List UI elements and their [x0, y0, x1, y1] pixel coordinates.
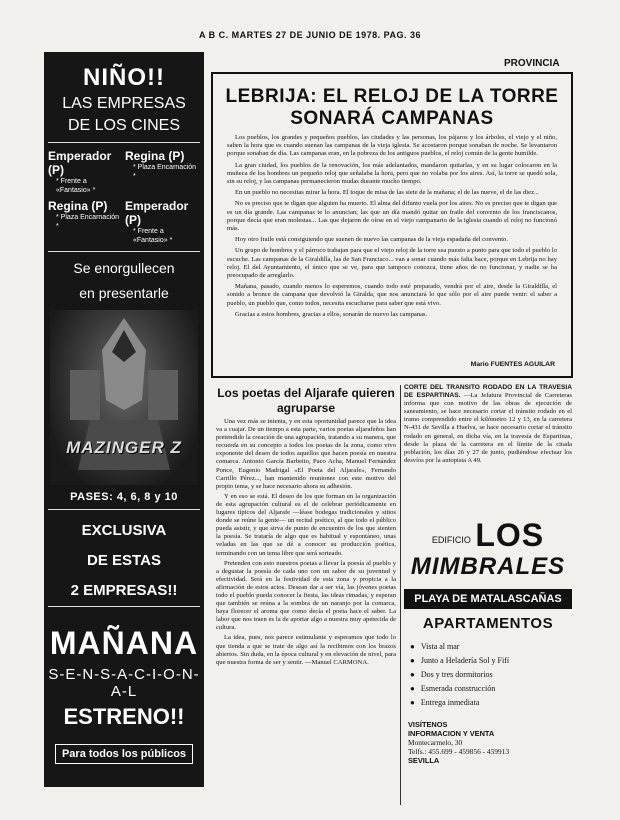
contact-address: Montecarmelo, 30 — [408, 738, 463, 747]
cinema-ad — [44, 52, 204, 787]
feature-item: ● Dos y tres dormitorios — [410, 668, 572, 682]
ad-empresas: LAS EMPRESAS — [62, 95, 186, 112]
feature-item: ● Esmerada construcción — [410, 682, 572, 696]
traffic-notice-title: CORTE DEL TRANSITO RODADO EN LA TRAVESIA DE ESPARTINAS. — [404, 384, 572, 400]
poetas-title-line-1: Los poetas del Aljarafe quieren — [217, 386, 395, 400]
article-paragraph: Los pueblos, los grandes y pequeños pueblos, las ciudades y las personas, los pájaros y los árboles, el viejo y el niño, saben la hora que es cuando suenan las campanas de la vieja iglesia. Se acostaron porque sonaban de noche. Se levantaron porque sonaban de día. Las campanas eran, en la pobreza de los antiguos pueblos, el reloj común de la gente humilde. — [227, 134, 557, 158]
section-label: PROVINCIA — [504, 58, 560, 69]
feature-item: ● Vista al mar — [410, 640, 572, 654]
contact-visit: VISÍTENOS — [408, 720, 448, 729]
ad-cines: DE LOS CINES — [67, 117, 181, 134]
poetas-headline — [216, 386, 396, 416]
poetas-article-body — [216, 418, 396, 803]
theater-address: * Frente a «Fantasio» * — [56, 178, 96, 194]
ad-apartamentos: APARTAMENTOS — [422, 615, 554, 632]
article-paragraph: La idea, pues, nos parece estimulante y esperamos que todo lo que tienda a que se trate de algo así la recibimos con los brazos abiertos. Sin duda, en la época cultural y en elevación de nivel, para que nuestra forma de ser y sentir. —Manuel CARMONA. — [216, 634, 396, 666]
theater-name: Emperador (P) — [48, 149, 112, 177]
ad-manana: MAÑANA — [49, 625, 199, 661]
headline-line-2: SONARÁ CAMPANAS — [290, 108, 494, 129]
ad-exclusive-3: 2 EMPRESAS!! — [70, 582, 178, 599]
ad-exclusive-2: DE ESTAS — [87, 552, 161, 569]
article-paragraph: Hoy otro fraile está consiguiendo que suenen de nuevo las campanas de la vieja espadaña del convento. — [235, 236, 508, 244]
article-paragraph: Pretenden con esto nuestros poetas a llevar la poesía al pueblo y a degustar la poesía de cada uno con un sabor de su juventud y efectividad. Será en la festividad de esta zona y propicia a la afirmación de estos actos. Desean dar a ser vía, las jóvenes poetas todo el pueblo pueda conocer la fiesta, las ideas rimadas, y esperan que también se reúna a la sombra de un naranjo por la comarca, haya florecer el aroma que como decía el poeta hace el saber. La labor que nos traen es la de aportar algo a nuestra muy apetecida de cultura. — [216, 559, 396, 632]
contact-info: INFORMACION Y VENTA — [408, 729, 495, 738]
contact-city: SEVILLA — [408, 756, 440, 765]
apartments-ad — [404, 517, 572, 810]
feature-item: ● Junto a Heladería Sol y Fifí — [410, 654, 572, 668]
theater-address: * Plaza Encarnación * — [133, 164, 197, 180]
theater-address: * Frente a «Fantasio» * — [133, 228, 173, 244]
theater-address: * Plaza Encarnación * — [56, 214, 120, 230]
ad-exclusive-1: EXCLUSIVA — [81, 522, 167, 539]
ad-mimbrales: MIMBRALES — [410, 553, 566, 580]
robot-illustration-icon — [50, 310, 198, 485]
article-paragraph: Mañana, pasado, cuando menos lo esperemos, cuando todo esté preparado, vendrá por el aire, desde la Giraldilla, el sonido a bronce de campana que devolvió la Giralda, que nos anunciará lo que sólo por el aire puede venir: el saber a pueblo, un pueblo que, como todos, necesita escucharse para saber que está vivo. — [227, 283, 557, 307]
main-article-body — [227, 134, 557, 322]
main-article — [211, 72, 573, 378]
article-paragraph: La gran ciudad, los pueblos de la renovación, los más adelantados, mandaron quitarlas, y en su lugar colocaron en la muñeca de los hombres un pequeño reloj que señalaba la hora, pero que no volaba por los aires. Así, la torre se quedó sola, sin su reloj, y las campanas permanecieron mudas durante mucho tiempo. — [227, 161, 557, 186]
traffic-notice-text: —La Jefatura Provincial de Carreteras informa que con motivo de las obras de ejecución de saneamiento, se hace necesario cortar el tránsito rodado en el tramo comprendido entre el kilómetro 12 y 13, en la carretera N-431 de Sevilla a Huelva, se hace necesario cortar el tránsito rodado en general, en dicha vía, en la travesía de Espartinas, desde la plaza de la carretera en el límite de la citada población, los días 26 y 27 de junio, pudiéndose efectuar los desvíos por la autopista A 49. — [404, 392, 572, 464]
theater-item — [48, 149, 123, 195]
ad-title: NIÑO!! — [83, 64, 165, 91]
ad-estreno: ESTRENO!! — [63, 704, 185, 729]
main-headline — [219, 86, 565, 130]
feature-item: ● Entrega inmediata — [410, 696, 572, 710]
contact-block — [408, 720, 572, 765]
ad-sensacional: S-E-N-S-A-C-I-O-N-A-L — [48, 666, 200, 700]
poetas-title-line-2: agruparse — [276, 401, 336, 415]
ad-edificio: EDIFICIO — [431, 535, 471, 545]
theater-name: Regina (P) — [48, 199, 108, 213]
ad-proud-line-1: Se enorgullecen — [73, 260, 175, 276]
film-title: MAZINGER Z — [66, 438, 182, 457]
theater-item — [48, 199, 123, 245]
ad-showtimes: PASES: 4, 6, 8 y 10 — [70, 491, 178, 503]
article-paragraph: En un pueblo no necesitas mirar la hora. El toque de misa de las siete de la mañana; el de las nueve, el de las diez... — [235, 189, 539, 197]
ad-proud-line-2: en presentarle — [79, 285, 169, 301]
theater-name: Emperador (P) — [125, 199, 189, 227]
theater-list — [44, 149, 204, 245]
article-paragraph: Y en eso se está. El deseo de los que forman en la organización de esta agrupación cultural es el de celebrar periódicamente en lugares típicos del Aljarafe —léase bodegas tradicionales y sitios donde se reúne la gente— un recital poético, al que todo el público pueda asistir, y que sirva de punto de encuentro de los que sienten la poesía. Se trataría de algo que es habitual y espontáneo, unas veladas en las que se dé a conocer su producción poética, terminando con un tema libre que será sorteado. — [216, 492, 396, 557]
page-header: A B C. MARTES 27 DE JUNIO DE 1978. PAG. 36 — [198, 30, 422, 40]
feature-list — [410, 640, 572, 710]
ad-los: LOS — [475, 517, 545, 553]
ad-audience: Para todos los públicos — [55, 744, 193, 764]
ad-playa: PLAYA DE MATALASCAÑAS — [404, 589, 572, 609]
article-paragraph: Un grupo de hombres y el párroco trabajan para que el viejo reloj de la torre sea puesto a punto para que todo el pueblo lo escuche. Las campanas de la Giraldilla, las de San Francisco... van a sonar cuando más falta hace, porque en Lebrija no hay reloj. El del Ayuntamiento, el único que se ve, para que tampoco conozca, tiene años de no funcionar, y nadie se ha preocupado de arreglarlo. — [227, 247, 557, 280]
traffic-notice — [404, 384, 572, 465]
article-signature: Mario FUENTES AGUILAR — [470, 361, 555, 368]
column-divider — [400, 385, 401, 805]
article-paragraph: Gracias a estos hombres, gracias a ellos, sonarán de nuevo las campanas. — [235, 310, 428, 318]
theater-name: Regina (P) — [125, 149, 185, 163]
article-paragraph: Una vez más se intenta, y en esta oportunidad parece que la idea va a cuajar. De un tiempo a esta parte, varios poetas aljarafeños han pretendido la creación de una agrupación, tratando a su manera, que recuerda en su concepto a todos los poetas de la zona, como vivo exponente del deseo de todos aquellos que hacen poesía en nuestra comarca. Antonio García Barbeito, Paco Acha, Manuel Fernández Ponce, Eugenio Madrigal «El Poeta del Aljarafe», Fernando Carrillo Pérez..., han mantenido reuniones con este motivo del propio tema, y se hace necesario ahora su adhesión. — [216, 418, 396, 490]
headline-line-1: LEBRIJA: EL RELOJ DE LA TORRE — [225, 86, 559, 107]
theater-item — [125, 149, 200, 195]
article-paragraph: No es preciso que te digan que alguien ha muerto. El alma del difunto vuela por los aires. No es preciso que te digan que es un día grande. Las campanas te lo anuncian; las que un día mandó quitar un fraile del convento de los franciscanos, porque decía que eran molestas... Las que dejaron de oírse en el viejo campanario de la iglesia cuando el reloj no funcionó más. — [227, 200, 557, 233]
contact-phones: Telfs.: 455.699 - 459856 - 459913 — [408, 747, 510, 756]
film-illustration — [50, 310, 198, 485]
theater-item — [125, 199, 200, 245]
